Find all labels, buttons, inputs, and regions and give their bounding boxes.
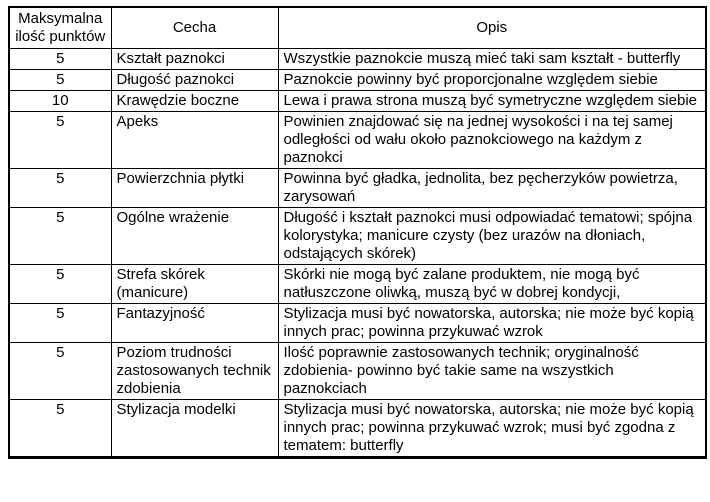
points-cell: 5 [9,304,111,343]
table-row [9,400,706,458]
feature-cell: Poziom trudności zastosowanych technik zdobienia [111,343,278,400]
table-row [9,343,706,400]
feature-cell: Kształt paznokci [111,49,278,70]
points-cell: 5 [9,70,111,91]
description-cell: Stylizacja musi być nowatorska, autorska; nie może być kopią innych prac; powinna przykuwać wzrok; musi być zgodna z tematem: butterfly [278,400,706,458]
description-cell: Ilość poprawnie zastosowanych technik; oryginalność zdobienia- powinno być takie same na wszystkich paznokciach [278,343,706,400]
feature-cell: Fantazyjność [111,304,278,343]
points-cell: 5 [9,112,111,169]
points-cell: 5 [9,49,111,70]
description-cell: Powinien znajdować się na jednej wysokości i na tej samej odległości od wału około paznokciowego na każdym z paznokci [278,112,706,169]
description-cell: Stylizacja musi być nowatorska, autorska; nie może być kopią innych prac; powinna przykuwać wzrok [278,304,706,343]
feature-cell: Stylizacja modelki [111,400,278,458]
feature-cell: Długość paznokci [111,70,278,91]
points-cell: 5 [9,169,111,208]
table-row [9,49,706,70]
points-cell: 5 [9,208,111,265]
header-row [9,7,706,49]
table-row [9,169,706,208]
description-cell: Długość i kształt paznokci musi odpowiadać tematowi; spójna kolorystyka; manicure czysty (bez urazów na dłoniach, odstających skórek) [278,208,706,265]
points-cell: 5 [9,265,111,304]
feature-cell: Ogólne wrażenie [111,208,278,265]
column-header-description: Opis [278,7,706,49]
table-row [9,304,706,343]
table-row [9,70,706,91]
table-row [9,91,706,112]
points-cell: 10 [9,91,111,112]
feature-cell: Powierzchnia płytki [111,169,278,208]
table-row [9,112,706,169]
points-cell: 5 [9,400,111,458]
points-cell: 5 [9,343,111,400]
table-row [9,208,706,265]
description-cell: Skórki nie mogą być zalane produktem, nie mogą być natłuszczone oliwką, muszą być w dobrej kondycji, [278,265,706,304]
document-page [8,6,707,459]
column-header-max-points: Maksymalna ilość punktów [9,7,111,49]
description-cell: Paznokcie powinny być proporcjonalne względem siebie [278,70,706,91]
feature-cell: Apeks [111,112,278,169]
description-cell: Powinna być gładka, jednolita, bez pęcherzyków powietrza, zarysowań [278,169,706,208]
feature-cell: Strefa skórek (manicure) [111,265,278,304]
table-row [9,265,706,304]
column-header-feature: Cecha [111,7,278,49]
scoring-criteria-table [8,6,707,459]
description-cell: Lewa i prawa strona muszą być symetryczne względem siebie [278,91,706,112]
description-cell: Wszystkie paznokcie muszą mieć taki sam kształt - butterfly [278,49,706,70]
feature-cell: Krawędzie boczne [111,91,278,112]
